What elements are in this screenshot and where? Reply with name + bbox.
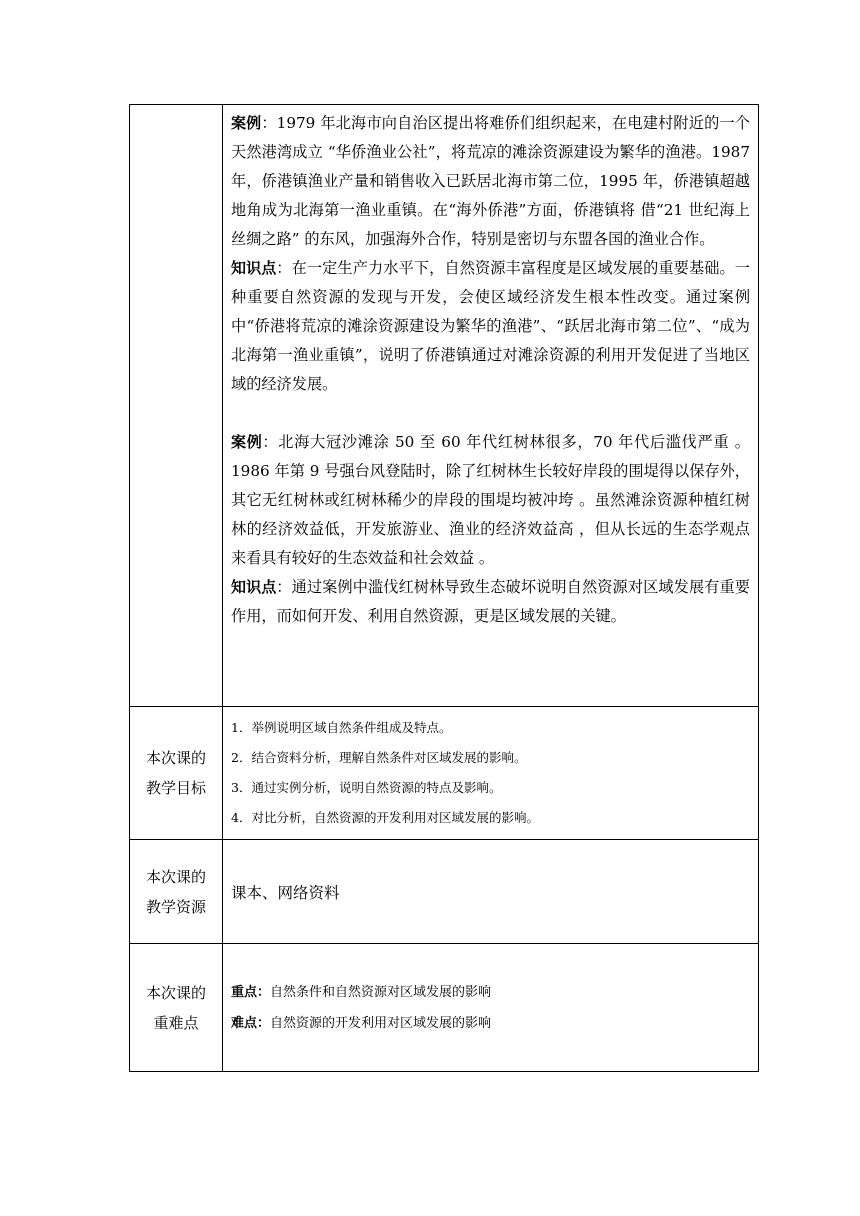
goals-list [223,707,759,840]
key-points-label-line-2: 重难点 [153,1013,199,1032]
case-1-paragraph [231,109,750,254]
key-points-label-line-1: 本次课的 [145,983,206,1002]
case-2-text: ：北海大冠沙滩涂 50 至 60 年代红树林很多，70 年代后滥伐严重 。1986 年第 9 号强台风登陆时，除了红树林生长较好岸段的围堤得以保存外，其它无红树林或红树林稀少的岸段的围堤均被冲垮 。虽然滩涂资源种植红树林的经济效益低，开发旅游业、渔业的经济效益高 ，但从长远的生态学观点来看具有较好的生态效益和社会效益 。 [231,433,750,567]
knowledge-1-label: 知识点 [231,259,277,277]
case-1-text: ：1979 年北海市向自治区提出将难侨们组织起来，在电建村附近的一个天然港湾成立 “华侨渔业公社”，将荒凉的滩涂资源建设为繁华的渔港。1987 年，侨港镇渔业产量和销售收入已跃居北海市第二位，1995 年，侨港镇超越地角成为北海第一渔业重镇。在“海外侨港”方面，侨港镇将 借“21 世纪海上丝绸之路” 的东风，加强海外合作，特别是密切与东盟各国的渔业合作。 [231,114,750,248]
knowledge-2-paragraph [231,573,750,631]
difficult-point-line [231,1008,758,1039]
difficult-point-label: 难点： [231,1015,271,1031]
key-points-label [130,944,223,1072]
knowledge-2-text: ：通过案例中滥伐红树林导致生态破坏说明自然资源对区域发展有重要作用，而如何开发、利用自然资源，更是区域发展的关键。 [231,578,750,625]
goal-item: 4．对比分析，自然资源的开发利用对区域发展的影响。 [231,810,539,825]
knowledge-1-text: ：在一定生产力水平下，自然资源丰富程度是区域发展的重要基础。一种重要自然资源的发现与开发，会使区域经济发生根本性改变。通过案例中“侨港将荒凉的滩涂资源建设为繁华的渔港”、“跃居北海市第二位”、“成为北海第一渔业重镇”，说明了侨港镇通过对滩涂资源的利用开发促进了当地区域的经济发展。 [231,259,750,393]
goals-label-line-1: 本次课的 [145,749,206,767]
knowledge-2-label: 知识点 [231,578,277,596]
resources-label-line-2: 教学资源 [145,897,206,916]
case-content-cell [223,105,759,707]
key-points-row [130,944,759,1072]
goals-row [130,707,759,840]
goal-item: 2．结合资料分析，理解自然条件对区域发展的影响。 [231,750,527,765]
resources-label-line-1: 本次课的 [145,867,206,886]
resources-label [130,840,223,944]
paragraph-gap [231,399,750,428]
resources-row [130,840,759,944]
case-row [130,105,759,707]
goal-item: 3．通过实例分析，说明自然资源的特点及影响。 [231,780,502,795]
case-2-label: 案例 [231,433,263,451]
case-1-label: 案例 [231,114,262,132]
key-points-content [223,944,759,1072]
key-point-label: 重点： [231,984,271,1000]
key-point-text: 自然条件和自然资源对区域发展的影响 [270,984,492,1000]
resources-text: 课本、网络资料 [223,840,759,944]
key-point-line [231,977,758,1008]
case-row-label-cell [130,105,223,707]
lesson-plan-table [129,104,759,1072]
difficult-point-text: 自然资源的开发利用对区域发展的影响 [270,1015,492,1031]
goals-label-line-2: 教学目标 [145,779,206,797]
knowledge-1-paragraph [231,254,750,399]
case-2-paragraph [231,428,750,573]
goal-item: 1．举例说明区域自然条件组成及特点。 [231,720,452,735]
goals-label [130,707,223,840]
